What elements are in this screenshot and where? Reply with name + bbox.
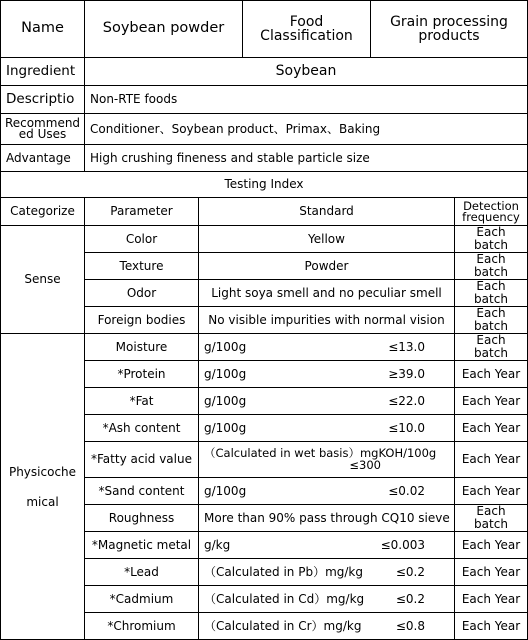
name-value: Soybean powder bbox=[85, 1, 243, 58]
parameter-cell: Color bbox=[85, 226, 199, 253]
description-row bbox=[1, 86, 528, 114]
description-value: Non-RTE foods bbox=[85, 86, 528, 114]
parameter-cell: *Ash content bbox=[85, 415, 199, 442]
limit-value: ≤13.0 bbox=[388, 339, 425, 354]
frequency-cell: Each Year bbox=[455, 532, 528, 559]
col-standard: Standard bbox=[199, 198, 455, 226]
limit-value: ≤10.0 bbox=[388, 420, 425, 435]
category-physicochemical bbox=[1, 334, 85, 640]
testing-header-row bbox=[1, 198, 528, 226]
standard-cell bbox=[199, 334, 455, 361]
standard-cell: More than 90% pass through CQ10 sieve bbox=[199, 505, 455, 532]
parameter-cell: *Lead bbox=[85, 559, 199, 586]
standard-cell bbox=[199, 586, 455, 613]
limit-value: ≤0.2 bbox=[395, 591, 425, 606]
name-label: Name bbox=[1, 1, 85, 58]
recommended-uses-value: Conditioner、Soybean product、Primax、Baking bbox=[85, 114, 528, 145]
sense-row bbox=[1, 226, 528, 253]
standard-cell: Powder bbox=[199, 253, 455, 280]
parameter-cell: Roughness bbox=[85, 505, 199, 532]
advantage-label: Advantage bbox=[1, 145, 85, 172]
col-parameter: Parameter bbox=[85, 198, 199, 226]
header-row bbox=[1, 1, 528, 58]
frequency-cell: Each batch bbox=[455, 505, 528, 532]
category-sense: Sense bbox=[1, 226, 85, 334]
advantage-value: High crushing fineness and stable particle size bbox=[85, 145, 528, 172]
limit-value: ≤0.02 bbox=[388, 483, 425, 498]
standard-cell bbox=[199, 361, 455, 388]
parameter-cell: Moisture bbox=[85, 334, 199, 361]
unit-text: （Calculated in Cr）mg/kg bbox=[204, 618, 362, 633]
parameter-cell: *Protein bbox=[85, 361, 199, 388]
col-detection-frequency: Detection frequency bbox=[455, 198, 528, 226]
unit-text: （Calculated in wet basis）mgKOH/100g bbox=[204, 446, 437, 460]
standard-cell bbox=[199, 559, 455, 586]
parameter-cell: *Fat bbox=[85, 388, 199, 415]
standard-cell bbox=[199, 532, 455, 559]
col-categorize: Categorize bbox=[1, 198, 85, 226]
ingredient-value: Soybean bbox=[85, 58, 528, 86]
standard-cell: Yellow bbox=[199, 226, 455, 253]
food-classification-label: Food Classification bbox=[243, 1, 371, 58]
standard-cell bbox=[199, 613, 455, 640]
unit-text: （Calculated in Pb）mg/kg bbox=[204, 564, 364, 579]
category-physicochemical-line1: Physicoche bbox=[8, 464, 77, 479]
unit-text: g/kg bbox=[204, 537, 231, 552]
frequency-cell: Each Year bbox=[455, 559, 528, 586]
frequency-cell: Each Year bbox=[455, 478, 528, 505]
physicochemical-row bbox=[1, 334, 528, 361]
parameter-cell: *Chromium bbox=[85, 613, 199, 640]
standard-cell bbox=[199, 415, 455, 442]
ingredient-row bbox=[1, 58, 528, 86]
limit-value: ≥39.0 bbox=[388, 366, 425, 381]
parameter-cell: Odor bbox=[85, 280, 199, 307]
unit-text: g/100g bbox=[204, 393, 247, 408]
frequency-cell: Each Year bbox=[455, 586, 528, 613]
limit-value: ≤0.2 bbox=[395, 564, 425, 579]
frequency-cell: Each batch bbox=[455, 307, 528, 334]
standard-cell bbox=[199, 442, 455, 478]
unit-text: g/100g bbox=[204, 339, 247, 354]
parameter-cell: Texture bbox=[85, 253, 199, 280]
recommended-uses-label: Recommend ed Uses bbox=[1, 114, 85, 145]
limit-value: ≤22.0 bbox=[388, 393, 425, 408]
frequency-cell: Each batch bbox=[455, 334, 528, 361]
recommended-uses-row bbox=[1, 114, 528, 145]
limit-value: ≤0.8 bbox=[395, 618, 425, 633]
ingredient-label: Ingredient bbox=[1, 58, 85, 86]
frequency-cell: Each Year bbox=[455, 415, 528, 442]
unit-text: （Calculated in Cd）mg/kg bbox=[204, 591, 365, 606]
parameter-cell: *Cadmium bbox=[85, 586, 199, 613]
parameter-cell: *Fatty acid value bbox=[85, 442, 199, 478]
unit-text: g/100g bbox=[204, 420, 247, 435]
advantage-row bbox=[1, 145, 528, 172]
parameter-cell: *Magnetic metal bbox=[85, 532, 199, 559]
parameter-cell: Foreign bodies bbox=[85, 307, 199, 334]
frequency-cell: Each batch bbox=[455, 280, 528, 307]
limit-value: ≤300 bbox=[349, 457, 381, 472]
standard-cell bbox=[199, 478, 455, 505]
standard-cell: Light soya smell and no peculiar smell bbox=[199, 280, 455, 307]
frequency-cell: Each Year bbox=[455, 613, 528, 640]
limit-value: ≤0.003 bbox=[380, 537, 425, 552]
standard-cell: No visible impurities with normal vision bbox=[199, 307, 455, 334]
unit-text: g/100g bbox=[204, 366, 247, 381]
parameter-cell: *Sand content bbox=[85, 478, 199, 505]
unit-text: g/100g bbox=[204, 483, 247, 498]
food-classification-value: Grain processing products bbox=[371, 1, 528, 58]
testing-index-row bbox=[1, 172, 528, 198]
testing-index-title: Testing Index bbox=[1, 172, 528, 198]
category-physicochemical-line2: mical bbox=[26, 494, 59, 509]
description-label: Descriptio bbox=[1, 86, 85, 114]
frequency-cell: Each Year bbox=[455, 442, 528, 478]
frequency-cell: Each Year bbox=[455, 361, 528, 388]
standard-cell bbox=[199, 388, 455, 415]
frequency-cell: Each Year bbox=[455, 388, 528, 415]
frequency-cell: Each batch bbox=[455, 253, 528, 280]
frequency-cell: Each batch bbox=[455, 226, 528, 253]
